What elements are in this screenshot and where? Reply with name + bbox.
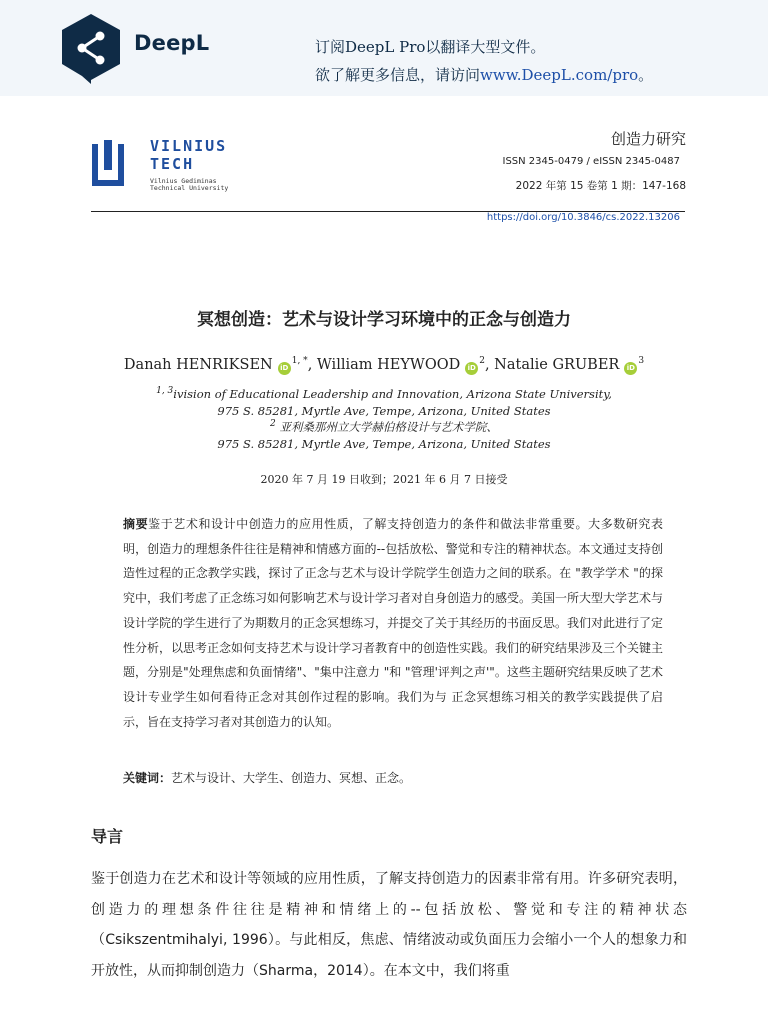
keywords-label: 关键词： xyxy=(123,771,172,785)
promo-line-2 xyxy=(315,64,653,85)
deepl-pro-link[interactable]: www.DeepL.com/pro xyxy=(480,66,639,84)
publisher-subtitle-line-1: Vilnius Gediminas xyxy=(150,177,217,185)
journal-issn: ISSN 2345-0479 / eISSN 2345-0487 xyxy=(502,156,680,167)
affiliation-marker: 1, 3 xyxy=(156,386,174,396)
received-accepted-dates: 2020 年 7 月 19 日收到；2021 年 6 月 7 日接受 xyxy=(260,473,508,486)
abstract-label: 摘要 xyxy=(123,517,149,531)
author-affiliation-marker: 3 xyxy=(638,356,645,366)
introduction-text: 鉴于创造力在艺术和设计等领域的应用性质，了解支持创造力的因素非常有用。许多研究表明，创造力的理想条件往往是精神和情绪上的--包括放松、警觉和专注的精神状态（Csikszentmihalyi, 1996）。与此相反，焦虑、情绪波动或负面压力会缩小一个人的想象力和开放性，从而抑制创造力（Sharma，2014）。在本文中，我们将重 xyxy=(91,871,687,979)
author-affiliation-marker: 1, * xyxy=(291,356,308,366)
keywords xyxy=(123,769,411,786)
affiliation-text: 亚利桑那州立大学赫伯格设计与艺术学院、 xyxy=(279,420,498,434)
affiliation-line xyxy=(0,404,768,418)
promo-line-1: 订阅DeepL Pro以翻译大型文件。 xyxy=(315,38,546,56)
journal-volume: 2022 年第 15 卷第 1 期：147-168 xyxy=(515,180,686,192)
publisher-name-line-1: VILNIUS xyxy=(150,137,228,155)
promo-line-2-suffix: 。 xyxy=(638,66,654,84)
deepl-banner xyxy=(0,0,768,96)
author-name: , William HEYWOOD xyxy=(307,356,461,373)
journal-title: 创造力研究 xyxy=(610,130,686,148)
keywords-text: 艺术与设计、大学生、创造力、冥想、正念。 xyxy=(171,771,412,785)
promo-line-2-prefix: 欲了解更多信息，请访问 xyxy=(315,66,481,84)
orcid-icon[interactable]: iD xyxy=(465,362,478,375)
section-heading: 导言 xyxy=(91,827,124,846)
orcid-icon[interactable]: iD xyxy=(624,362,637,375)
vilnius-tech-logo-icon xyxy=(90,140,126,188)
publisher-subtitle-line-2: Technical University xyxy=(150,184,229,192)
article-title: 冥想创造：艺术与设计学习环境中的正念与创造力 xyxy=(197,310,571,330)
affiliation-text: 975 S. 85281, Myrtle Ave, Tempe, Arizona, United States xyxy=(217,404,551,418)
affiliation-line xyxy=(0,437,768,451)
abstract xyxy=(123,512,663,734)
author-list xyxy=(0,356,768,375)
author-name: Danah HENRIKSEN xyxy=(123,356,273,373)
affiliation-text: 975 S. 85281, Myrtle Ave, Tempe, Arizona, United States xyxy=(217,437,551,451)
affiliation-line xyxy=(0,386,768,401)
deepl-brand-name: DeepL xyxy=(134,31,210,55)
abstract-text: 鉴于艺术和设计中创造力的应用性质，了解支持创造力的条件和做法非常重要。大多数研究表明，创造力的理想条件往往是精神和情感方面的--包括放松、警觉和专注的精神状态。本文通过支持创造性过程的正念教学实践，探讨了正念与艺术与设计学院学生创造力之间的联系。在 "教学学术 "的探究中，我们考虑了正念练习如何影响艺术与设计学习者对自身创造力的感受。美国一所大型大学艺术与设计学院的学生进行了为期数月的正念冥想练习，并提交了关于其经历的书面反思。我们对此进行了定性分析，以思考正念如何支持艺术与设计学习者教育中的创造性实践。我们的研究结果涉及三个关键主题，分别是"处理焦虑和负面情绪"、"集中注意力 "和 "管理'评判之声'"。这些主题研究结果反映了艺术设计专业学生如何看待正念对其创作过程的影响。我们为与 正念冥想练习相关的教学实践提供了启示，旨在支持学习者对其创造力的认知。 xyxy=(123,517,664,729)
doi-link[interactable]: https://doi.org/10.3846/cs.2022.13206 xyxy=(486,212,680,223)
deepl-logo-icon[interactable] xyxy=(58,12,124,84)
author-name: , Natalie GRUBER xyxy=(484,356,620,373)
affiliation-marker: 2 xyxy=(270,419,276,430)
publisher-name-line-2: TECH xyxy=(150,155,195,173)
affiliation-line xyxy=(0,419,768,435)
affiliation-text: ivision of Educational Leadership and Innovation, Arizona State University, xyxy=(173,386,612,401)
author-affiliation-marker: 2 xyxy=(479,356,485,366)
orcid-icon[interactable]: iD xyxy=(278,362,291,375)
